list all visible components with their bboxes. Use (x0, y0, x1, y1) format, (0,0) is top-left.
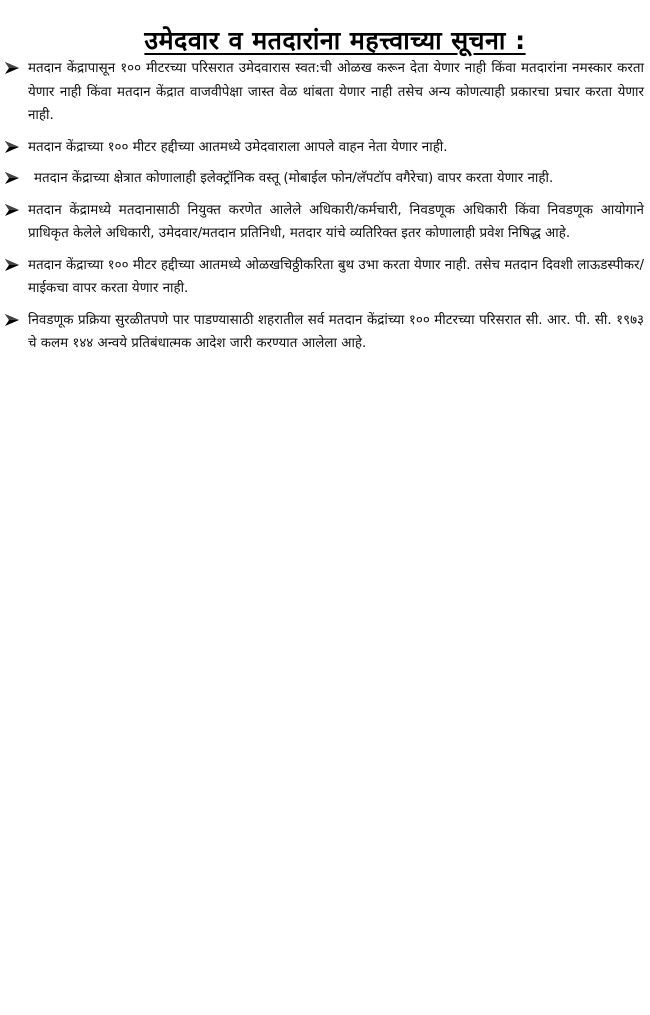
notice-item (4, 136, 644, 160)
arrow-bullet-icon (4, 60, 20, 76)
notice-item (4, 254, 644, 301)
notice-list (4, 57, 644, 364)
page-title: उमेदवार व मतदारांना महत्त्वाच्या सूचना : (144, 25, 526, 55)
notice-text: निवडणूक प्रक्रिया सुरळीतपणे पार पाडण्यासाठी शहरातील सर्व मतदान केंद्रांच्या १०० मीटरच्या परिसरात सी. आर. पी. सी. १९७३ चे कलम १४४ अन्वये प्रतिबंधात्मक आदेश जारी करण्यात आलेला आहे. (28, 312, 644, 351)
arrow-bullet-icon (4, 257, 20, 273)
arrow-bullet-icon (4, 202, 20, 218)
notice-item (4, 57, 644, 128)
notice-text: मतदान केंद्रामध्ये मतदानासाठी नियुक्त करणेत आलेले अधिकारी/कर्मचारी, निवडणूक अधिकारी किंवा निवडणूक आयोगाने प्राधिकृत केलेले अधिकारी, उमेदवार/मतदान प्रतिनिधी, मतदार यांचे व्यतिरिक्त इतर कोणालाही प्रवेश निषिद्ध आहे. (28, 202, 644, 241)
notice-text: मतदान केंद्राच्या क्षेत्रात कोणालाही इलेक्ट्रॉनिक वस्तू (मोबाईल फोन/लॅपटॉप वगैरेचा) वापर करता येणार नाही. (34, 171, 554, 186)
notice-text: मतदान केंद्रापासून १०० मीटरच्या परिसरात उमेदवारास स्वत:ची ओळख करून देता येणार नाही किंवा मतदारांना नमस्कार करता येणार नाही किंवा मतदान केंद्रात वाजवीपेक्षा जास्त वेळ थांबता येणार नाही तसेच अन्य कोणत्याही प्रकारचा प्रचार करता येणार नाही. (28, 61, 644, 123)
notice-text: मतदान केंद्राच्या १०० मीटर हद्दीच्या आतमध्ये ओळखचिठ्ठीकरिता बुथ उभा करता येणार नाही. तसेच मतदान दिवशी लाऊडस्पीकर/माईकचा वापर करता येणार नाही. (28, 257, 644, 296)
notice-item (4, 309, 644, 356)
notice-text: मतदान केंद्राच्या १०० मीटर हद्दीच्या आतमध्ये उमेदवाराला आपले वाहन नेता येणार नाही. (28, 139, 448, 155)
arrow-bullet-icon (4, 139, 20, 155)
arrow-bullet-icon (4, 312, 20, 328)
arrow-bullet-icon (4, 170, 20, 186)
notice-item (4, 199, 644, 246)
notice-item (4, 167, 644, 191)
